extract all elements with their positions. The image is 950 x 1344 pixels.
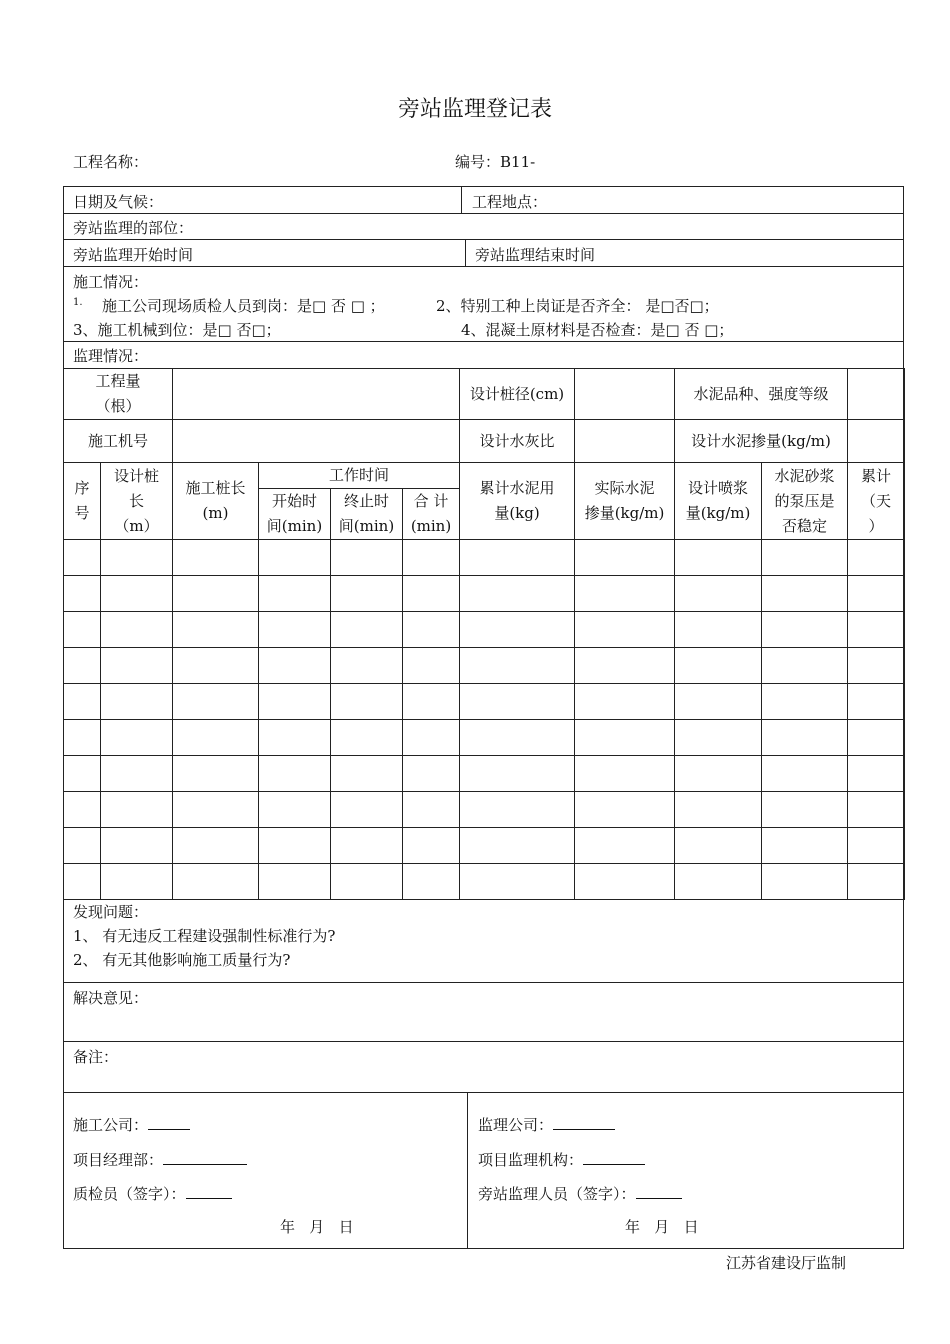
table-cell (173, 756, 259, 792)
cement-dosage-label: 设计水泥掺量(kg/m) (675, 420, 848, 463)
end-time-label: 旁站监理结束时间 (475, 246, 596, 264)
table-cell (762, 576, 848, 612)
table-cell (460, 684, 575, 720)
table-cell (575, 720, 675, 756)
table-cell (331, 828, 403, 864)
table-cell (331, 864, 403, 900)
table-cell (675, 648, 762, 684)
machine-no-value (173, 420, 460, 463)
form-number-label: 编号：B11- (455, 153, 536, 171)
table-cell (331, 576, 403, 612)
table-cell (848, 756, 905, 792)
table-cell (848, 612, 905, 648)
table-cell (331, 612, 403, 648)
table-cell (259, 828, 331, 864)
construction-item1: 施工公司现场质检人员到岗：是□ 否 □ ； (102, 297, 385, 315)
pile-diameter-value (575, 369, 675, 420)
table-cell (575, 540, 675, 576)
table-cell (762, 756, 848, 792)
table-row (64, 864, 905, 900)
water-cement-value (575, 420, 675, 463)
table-cell (259, 756, 331, 792)
table-cell (259, 864, 331, 900)
table-cell (675, 684, 762, 720)
table-cell (762, 720, 848, 756)
start-time-label: 旁站监理开始时间 (73, 246, 194, 264)
part-label: 旁站监理的部位： (73, 219, 194, 237)
table-cell (64, 792, 101, 828)
table-cell (403, 720, 460, 756)
table-cell (675, 540, 762, 576)
table-cell (460, 720, 575, 756)
construction-heading: 施工情况： (73, 273, 149, 291)
table-cell (64, 720, 101, 756)
table-cell (403, 756, 460, 792)
col-total-time: 合 计 (min) (403, 489, 460, 540)
table-cell (331, 792, 403, 828)
table-row (64, 756, 905, 792)
table-cell (331, 648, 403, 684)
inspector-sign: 质检员（签字）： (73, 1183, 232, 1204)
quantity-label: 工程量 （根） (64, 369, 173, 420)
table-cell (460, 828, 575, 864)
construction-item2: 2、特别工种上岗证是否齐全： 是□否□； (436, 297, 719, 315)
construction-item4: 4、混凝土原材料是否检查：是□ 否 □； (461, 321, 734, 339)
table-cell (101, 540, 173, 576)
table-row (64, 720, 905, 756)
supervision-heading-row (64, 342, 903, 368)
sup-person-sign: 旁站监理人员（签字）： (478, 1183, 682, 1204)
table-cell (575, 828, 675, 864)
table-cell (101, 576, 173, 612)
contractor-sign: 施工公司： (73, 1114, 190, 1135)
signature-section (64, 1093, 903, 1248)
table-cell (64, 576, 101, 612)
table-cell (331, 720, 403, 756)
table-cell (101, 648, 173, 684)
table-cell (101, 756, 173, 792)
table-cell (64, 828, 101, 864)
form-title: 旁站监理登记表 (397, 97, 552, 122)
table-cell (575, 684, 675, 720)
table-cell (173, 684, 259, 720)
sup-org-sign: 项目监理机构： (478, 1149, 645, 1170)
table-cell (64, 756, 101, 792)
table-cell (259, 648, 331, 684)
table-cell (575, 648, 675, 684)
table-cell (762, 540, 848, 576)
table-cell (848, 576, 905, 612)
table-cell (403, 864, 460, 900)
table-cell (101, 864, 173, 900)
table-cell (331, 756, 403, 792)
table-cell (173, 864, 259, 900)
table-cell (259, 684, 331, 720)
table-cell (848, 828, 905, 864)
machine-no-label: 施工机号 (64, 420, 173, 463)
table-cell (848, 540, 905, 576)
issues-section (64, 897, 903, 983)
table-cell (173, 540, 259, 576)
col-build-pile-length: 施工桩长 (m) (173, 463, 259, 540)
cement-grade-value (848, 369, 905, 420)
table-row (64, 792, 905, 828)
date-weather-label: 日期及气候： (73, 193, 164, 211)
table-cell (575, 756, 675, 792)
table-cell (403, 648, 460, 684)
table-cell (64, 684, 101, 720)
table-cell (575, 612, 675, 648)
table-cell (675, 792, 762, 828)
construction-section (64, 267, 903, 342)
part-row (64, 214, 903, 240)
table-cell (460, 792, 575, 828)
table-cell (848, 720, 905, 756)
table-cell (848, 792, 905, 828)
table-cell (403, 828, 460, 864)
table-cell (675, 756, 762, 792)
table-row (64, 828, 905, 864)
table-cell (173, 792, 259, 828)
table-cell (460, 756, 575, 792)
table-cell (762, 864, 848, 900)
contractor-date: 年 月 日 (280, 1218, 354, 1236)
cement-grade-label: 水泥品种、强度等级 (675, 369, 848, 420)
table-cell (101, 792, 173, 828)
table-cell (259, 612, 331, 648)
table-cell (762, 828, 848, 864)
cement-dosage-value (848, 420, 905, 463)
resolution-label: 解决意见： (73, 989, 149, 1007)
project-name-label: 工程名称： (73, 153, 149, 171)
form-box (63, 186, 904, 1249)
table-cell (675, 720, 762, 756)
table-cell (460, 864, 575, 900)
table-cell (403, 684, 460, 720)
resolution-section (64, 983, 903, 1042)
col-design-spray: 设计喷浆 量(kg/m) (675, 463, 762, 540)
issue-question-1: 1、 有无违反工程建设强制性标准行为? (73, 927, 336, 945)
table-cell (403, 792, 460, 828)
supervision-params-table (63, 368, 905, 463)
table-cell (259, 540, 331, 576)
pile-diameter-label: 设计桩径(cm) (460, 369, 575, 420)
table-cell (675, 828, 762, 864)
time-row (64, 240, 903, 267)
supervisor-date: 年 月 日 (625, 1218, 699, 1236)
table-cell (173, 720, 259, 756)
table-cell (173, 612, 259, 648)
table-cell (101, 684, 173, 720)
table-cell (101, 720, 173, 756)
table-cell (460, 576, 575, 612)
table-cell (762, 684, 848, 720)
table-cell (762, 612, 848, 648)
table-cell (173, 828, 259, 864)
table-cell (259, 576, 331, 612)
col-cumulative-cement: 累计水泥用 量(kg) (460, 463, 575, 540)
table-cell (259, 720, 331, 756)
table-cell (173, 648, 259, 684)
table-cell (675, 576, 762, 612)
table-cell (403, 576, 460, 612)
table-row (64, 684, 905, 720)
table-row (64, 648, 905, 684)
pile-records-table (63, 462, 905, 900)
table-cell (101, 828, 173, 864)
quantity-value (173, 369, 460, 420)
table-cell (575, 864, 675, 900)
col-pump-pressure: 水泥砂浆 的泵压是 否稳定 (762, 463, 848, 540)
table-cell (762, 648, 848, 684)
construction-item1-number: 1. (73, 297, 83, 308)
table-cell (173, 576, 259, 612)
issues-heading: 发现问题： (73, 903, 149, 921)
table-row (64, 540, 905, 576)
table-cell (460, 648, 575, 684)
col-end-time: 终止时 间(min) (331, 489, 403, 540)
col-seq: 序号 (64, 463, 101, 540)
table-cell (64, 612, 101, 648)
col-cumulative-days: 累计 （天 ） (848, 463, 905, 540)
supervisor-sign: 监理公司： (478, 1114, 615, 1135)
col-design-pile-length: 设计桩 长 （m） (101, 463, 173, 540)
table-cell (101, 612, 173, 648)
table-cell (331, 540, 403, 576)
footer-issuer: 江苏省建设厅监制 (726, 1254, 847, 1272)
table-cell (575, 576, 675, 612)
table-cell (848, 648, 905, 684)
date-location-row (64, 187, 903, 214)
table-cell (675, 612, 762, 648)
col-work-time: 工作时间 (259, 463, 460, 489)
remarks-label: 备注： (73, 1048, 119, 1066)
table-cell (64, 648, 101, 684)
supervision-heading: 监理情况： (73, 347, 149, 365)
table-cell (460, 612, 575, 648)
table-row (64, 576, 905, 612)
table-row (64, 612, 905, 648)
table-cell (460, 540, 575, 576)
table-cell (675, 864, 762, 900)
remarks-section (64, 1042, 903, 1093)
table-cell (331, 684, 403, 720)
construction-item3: 3、施工机械到位：是□ 否□； (73, 321, 281, 339)
table-cell (64, 540, 101, 576)
col-actual-cement: 实际水泥 掺量(kg/m) (575, 463, 675, 540)
table-cell (403, 612, 460, 648)
record-rows (64, 540, 905, 900)
table-cell (403, 540, 460, 576)
table-cell (575, 792, 675, 828)
table-cell (762, 792, 848, 828)
col-start-time: 开始时 间(min) (259, 489, 331, 540)
pm-dept-sign: 项目经理部： (73, 1149, 247, 1170)
table-cell (848, 684, 905, 720)
water-cement-label: 设计水灰比 (460, 420, 575, 463)
table-cell (259, 792, 331, 828)
table-cell (64, 864, 101, 900)
location-label: 工程地点： (472, 193, 548, 211)
table-cell (848, 864, 905, 900)
issue-question-2: 2、 有无其他影响施工质量行为? (73, 951, 291, 969)
